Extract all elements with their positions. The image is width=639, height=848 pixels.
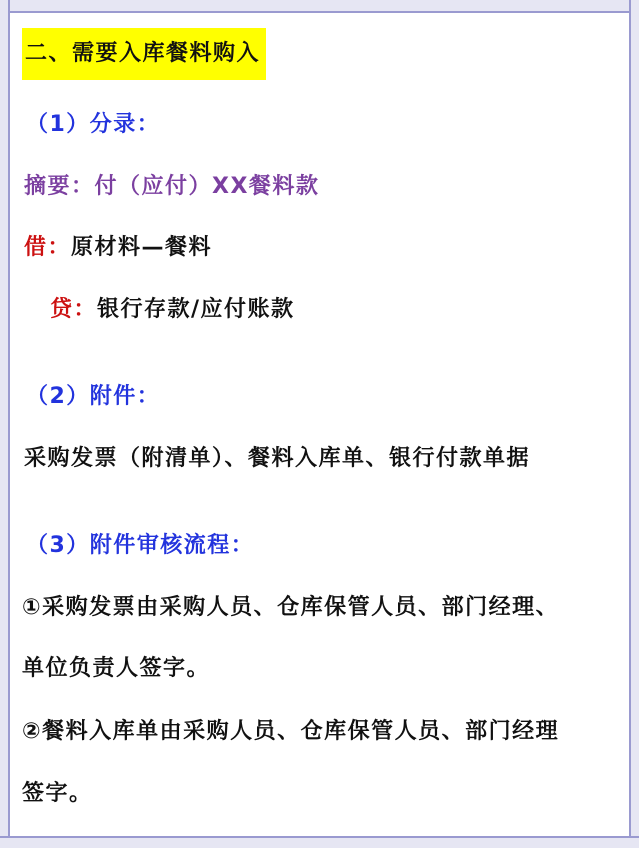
attachments-text: 采购发票（附清单）、餐料入库单、银行付款单据 — [24, 446, 531, 471]
process-item-1-line-2: 单位负责人签字。 — [22, 656, 211, 681]
page-frame-right — [629, 0, 639, 848]
process-section-label: （3）附件审核流程： — [26, 533, 255, 558]
debit-tag: 借： — [24, 235, 72, 260]
process-item-2-line-1: ②餐料入库单由采购人员、仓库保管人员、部门经理 — [22, 719, 560, 744]
credit-line — [50, 295, 295, 325]
page-frame-top — [0, 0, 639, 13]
section-heading: 二、需要入库餐料购入 — [22, 28, 266, 80]
process-item-1-line-1: ①采购发票由采购人员、仓库保管人员、部门经理、 — [22, 595, 560, 620]
page-frame-left — [0, 0, 10, 848]
entry-section-label: （1）分录： — [26, 112, 161, 137]
attachments-section-label: （2）附件： — [26, 384, 161, 409]
credit-tag: 贷： — [50, 297, 98, 322]
credit-account: 银行存款/应付账款 — [97, 297, 295, 322]
debit-line — [24, 233, 212, 263]
debit-account: 原材料—餐料 — [71, 235, 213, 260]
page-frame-bottom — [0, 836, 639, 848]
entry-summary: 摘要：付（应付）XX餐料款 — [24, 174, 320, 199]
process-item-2-line-2: 签字。 — [22, 781, 93, 806]
